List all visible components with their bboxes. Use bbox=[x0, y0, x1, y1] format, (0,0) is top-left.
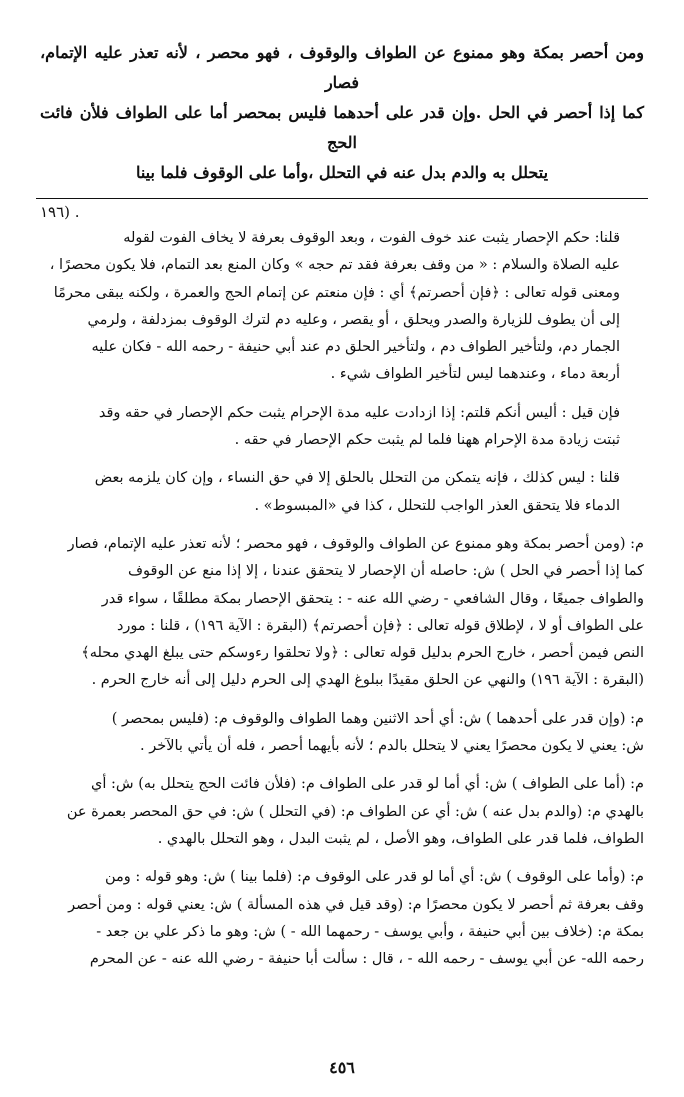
text-line: ثبتت زيادة مدة الإحرام ههنا فلما لم يثبت حكم الإحصار في حقه . bbox=[234, 432, 620, 449]
text-line: بمكة م: (خلاف بين أبي حنيفة ، وأبي يوسف - رحمهما الله - ) ش: وهو ما ذكر علي بن جعد - bbox=[96, 923, 644, 940]
text-line: على الطواف أو لا ، لإطلاق قوله تعالى : ﴿فإن أحصرتم﴾ (البقرة : الآية ١٩٦) ، قلنا : مورد bbox=[116, 617, 644, 634]
paragraph bbox=[40, 864, 644, 973]
paragraph bbox=[40, 531, 644, 695]
text-line: ش: يعني لا يكون محصرًا يعني لا يتحلل بالدم ؛ لأنه بأيهما أحصر ، فله أن يأتي بالآخر . bbox=[140, 738, 644, 755]
text-line: الدماء فلا يتحقق العذر الواجب للتحلل ، كذا في «المبسوط» . bbox=[254, 497, 620, 514]
text-line: إلى أن يطوف للزيارة والصدر ويحلق ، أو يقصر ، وعليه دم لترك الوقوف بمزدلفة ، ولرمي bbox=[87, 311, 620, 328]
text-line: الطواف، فلما قدر على الطواف، وهو الأصل ، لم يثبت البدل ، وهو التحلل بالهدي . bbox=[157, 830, 644, 847]
text-line: أربعة دماء ، وعندهما ليس لتأخير الطواف شيء . bbox=[330, 366, 620, 383]
text-line: م: (وأما على الوقوف ) ش: أي أما لو قدر على الوقوف م: (فلما بينا ) ش: وهو قوله : ومن bbox=[104, 869, 644, 886]
paragraph bbox=[40, 400, 644, 455]
previous-reference: ١٩٦) . bbox=[40, 203, 80, 221]
text-line: وقف بعرفة ثم أحصر لا يكون محصرًا م: (وقد قيل في هذه المسألة ) ش: يعني قوله : ومن أحصر bbox=[68, 896, 644, 913]
text-line: عليه الصلاة والسلام : « من وقف بعرفة فقد تم حجه » وكان المنع بعد التمام، فلا يكون محصرًا ، bbox=[49, 257, 620, 274]
text-line: فإن قيل : أليس أنكم قلتم: إذا ازدادت عليه مدة الإحرام يثبت حكم الإحصار في حقه وقد bbox=[98, 404, 620, 421]
main-text-line: يتحلل به والدم بدل عنه في التحلل ،وأما على الوقوف فلما بينا bbox=[135, 163, 549, 182]
text-line: بالهدي م: (والدم بدل عنه ) ش: أي عن الطواف م: (في التحلل ) ش: في حق المحصر بعمرة عن bbox=[66, 803, 644, 820]
text-line: (البقرة : الآية ١٩٦) والنهي عن الحلق مقيدًا ببلوغ الهدي إلى الحرم دليل إلى أنه خارج الحرم . bbox=[91, 672, 644, 689]
text-line: قلنا: حكم الإحصار يثبت عند خوف الفوت ، وبعد الوقوف بعرفة لا يخاف الفوت لقوله bbox=[123, 230, 620, 246]
text-line: م: (وإن قدر على أحدهما ) ش: أي أحد الاثنين وهما الطواف والوقوف م: (فليس بمحصر ) bbox=[111, 710, 644, 727]
commentary bbox=[40, 225, 644, 973]
main-text-line: كما إذا أحصر في الحل .وإن قدر على أحدهما فليس بمحصر أما على الطواف فلأن فائت الحج bbox=[40, 103, 644, 152]
text-line: كما إذا أحصر في الحل ) ش: حاصله أن الإحصار لا يتحقق عندنا ، إلا إذا منع عن الوقوف bbox=[128, 563, 644, 580]
text-line: م: (ومن أحصر بمكة وهو ممنوع عن الطواف والوقوف ، فهو محصر ؛ لأنه تعذر عليه الإتمام، فصار bbox=[67, 535, 644, 552]
text-line: م: (أما على الطواف ) ش: أي أما لو قدر على الطواف م: (فلأن فائت الحج يتحلل به) ش: أي bbox=[91, 776, 644, 793]
text-line: رحمه الله- عن أبي يوسف - رحمه الله - ، قال : سألت أبا حنيفة - رضي الله عنه - عن المحرم bbox=[89, 951, 644, 968]
main-text-line: ومن أحصر بمكة وهو ممنوع عن الطواف والوقوف ، فهو محصر ، لأنه تعذر عليه الإتمام، فصار bbox=[40, 43, 644, 92]
main-text bbox=[40, 38, 644, 188]
page-number: ٤٥٦ bbox=[329, 1058, 355, 1077]
paragraph bbox=[40, 465, 644, 520]
paragraph bbox=[40, 225, 644, 389]
separator-rule bbox=[36, 198, 648, 199]
text-line: والطواف جميعًا ، وقال الشافعي - رضي الله عنه - : يتحقق الإحصار بمكة مطلقًا ، سواء قدر bbox=[101, 590, 644, 607]
text-line: الجمار دم، ولتأخير الطواف دم ، ولتأخير الحلق دم عند أبي حنيفة - رحمه الله - فكان عليه bbox=[91, 339, 620, 356]
text-line: ومعنى قوله تعالى : ﴿فإن أحصرتم﴾ أي : فإن منعتم عن إتمام الحج والعمرة ، ولكنه يبقى محرمًا bbox=[53, 284, 620, 301]
text-line: قلنا : ليس كذلك ، فإنه يتمكن من التحلل بالحلق إلا في حق النساء ، وإن كان يلزمه بعض bbox=[94, 470, 620, 487]
paragraph bbox=[40, 771, 644, 853]
paragraph bbox=[40, 706, 644, 761]
text-line: النص فيمن أحصر ، خارج الحرم بدليل قوله تعالى : ﴿ولا تحلقوا رءوسكم حتى يبلغ الهدي محله﴾ bbox=[81, 645, 644, 662]
